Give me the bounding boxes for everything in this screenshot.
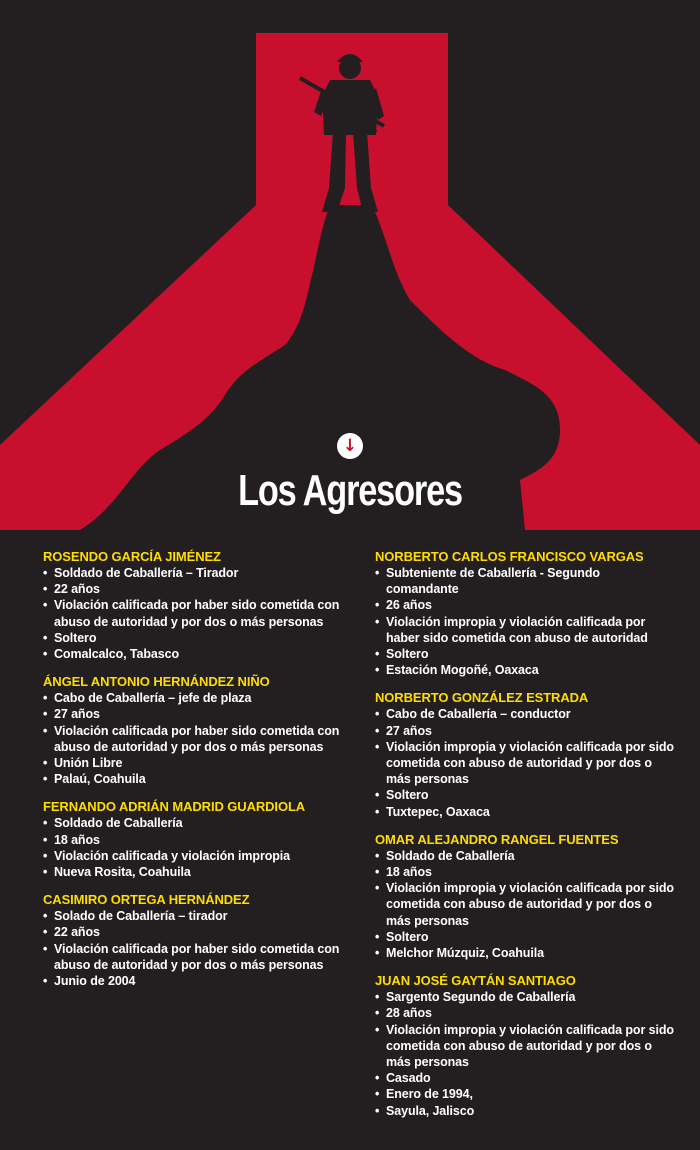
fact-item: • 22 años xyxy=(43,924,343,940)
aggressor-name: ÁNGEL ANTONIO HERNÁNDEZ NIÑO xyxy=(43,674,270,690)
fact-item: • Violación impropia y violación calificada por haber sido cometida con abuso de autoridad xyxy=(375,614,675,646)
fact-item: • Violación impropia y violación calificada por sido cometida con abuso de autoridad y por dos o más personas xyxy=(375,739,675,788)
fact-item: • Violación calificada y violación impropia xyxy=(43,848,343,864)
aggressor-entry xyxy=(375,973,675,1119)
arrow-down-circle-icon: ↓ xyxy=(337,433,363,459)
aggressor-facts xyxy=(375,565,675,678)
fact-item: • Violación calificada por haber sido cometida con abuso de autoridad y por dos o más personas xyxy=(43,597,343,629)
fact-item: • Violación impropia y violación calificada por sido cometida con abuso de autoridad y por dos o más personas xyxy=(375,880,675,929)
page-title: Los Agresores xyxy=(238,466,462,515)
aggressor-name: CASIMIRO ORTEGA HERNÁNDEZ xyxy=(43,892,250,908)
left-column xyxy=(43,549,343,1001)
aggressor-facts xyxy=(43,815,343,880)
fact-item: • Soltero xyxy=(375,929,675,945)
fact-item: • Nueva Rosita, Coahuila xyxy=(43,864,343,880)
fact-item: • Soltero xyxy=(43,630,343,646)
fact-item: • Solado de Caballería – tirador xyxy=(43,908,343,924)
aggressor-entry xyxy=(375,832,675,961)
fact-item: • 27 años xyxy=(43,706,343,722)
aggressor-entry xyxy=(43,892,343,989)
fact-item: • Violación calificada por haber sido cometida con abuso de autoridad y por dos o más personas xyxy=(43,723,343,755)
fact-item: • Violación calificada por haber sido cometida con abuso de autoridad y por dos o más personas xyxy=(43,941,343,973)
fact-item: • Cabo de Caballería – conductor xyxy=(375,706,675,722)
fact-item: • 28 años xyxy=(375,1005,675,1021)
fact-item: • Soldado de Caballería xyxy=(375,848,675,864)
fact-item: • 18 años xyxy=(43,832,343,848)
fact-item: • 27 años xyxy=(375,723,675,739)
fact-item: • Subteniente de Caballería - Segundo comandante xyxy=(375,565,675,597)
fact-item: • Palaú, Coahuila xyxy=(43,771,343,787)
aggressor-name: OMAR ALEJANDRO RANGEL FUENTES xyxy=(375,831,619,847)
fact-item: • Sayula, Jalisco xyxy=(375,1103,675,1119)
aggressor-entry xyxy=(43,799,343,880)
aggressor-name: NORBERTO GONZÁLEZ ESTRADA xyxy=(375,690,589,706)
right-column xyxy=(375,549,675,1131)
fact-item: • 18 años xyxy=(375,864,675,880)
fact-item: • 26 años xyxy=(375,597,675,613)
aggressor-facts xyxy=(43,690,343,787)
fact-item: • Soltero xyxy=(375,646,675,662)
fact-item: • Enero de 1994, xyxy=(375,1086,675,1102)
aggressor-name: ROSENDO GARCÍA JIMÉNEZ xyxy=(43,549,221,564)
fact-item: • Unión Libre xyxy=(43,755,343,771)
fact-item: • Casado xyxy=(375,1070,675,1086)
aggressor-entry xyxy=(375,549,675,678)
aggressor-entry xyxy=(375,690,675,819)
fact-item: • Estación Mogoñé, Oaxaca xyxy=(375,662,675,678)
fact-item: • Junio de 2004 xyxy=(43,973,343,989)
aggressor-name: FERNANDO ADRIÁN MADRID GUARDIOLA xyxy=(43,799,306,815)
aggressor-facts xyxy=(375,989,675,1119)
aggressor-entry xyxy=(43,674,343,787)
fact-item: • Violación impropia y violación calificada por sido cometida con abuso de autoridad y por dos o más personas xyxy=(375,1022,675,1071)
fact-item: • Sargento Segundo de Caballería xyxy=(375,989,675,1005)
aggressor-entry xyxy=(43,549,343,662)
fact-item: • Cabo de Caballería – jefe de plaza xyxy=(43,690,343,706)
aggressor-name: JUAN JOSÉ GAYTÁN SANTIAGO xyxy=(375,973,576,989)
fact-item: • Tuxtepec, Oaxaca xyxy=(375,804,675,820)
fact-item: • Soldado de Caballería – Tirador xyxy=(43,565,343,581)
fact-item: • Soltero xyxy=(375,787,675,803)
aggressor-facts xyxy=(375,848,675,961)
aggressor-facts xyxy=(375,706,675,819)
aggressor-facts xyxy=(43,565,343,662)
aggressor-name: NORBERTO CARLOS FRANCISCO VARGAS xyxy=(375,549,644,564)
fact-item: • Melchor Múzquiz, Coahuila xyxy=(375,945,675,961)
fact-item: • Comalcalco, Tabasco xyxy=(43,646,343,662)
fact-item: • Soldado de Caballería xyxy=(43,815,343,831)
fact-item: • 22 años xyxy=(43,581,343,597)
aggressor-facts xyxy=(43,908,343,989)
